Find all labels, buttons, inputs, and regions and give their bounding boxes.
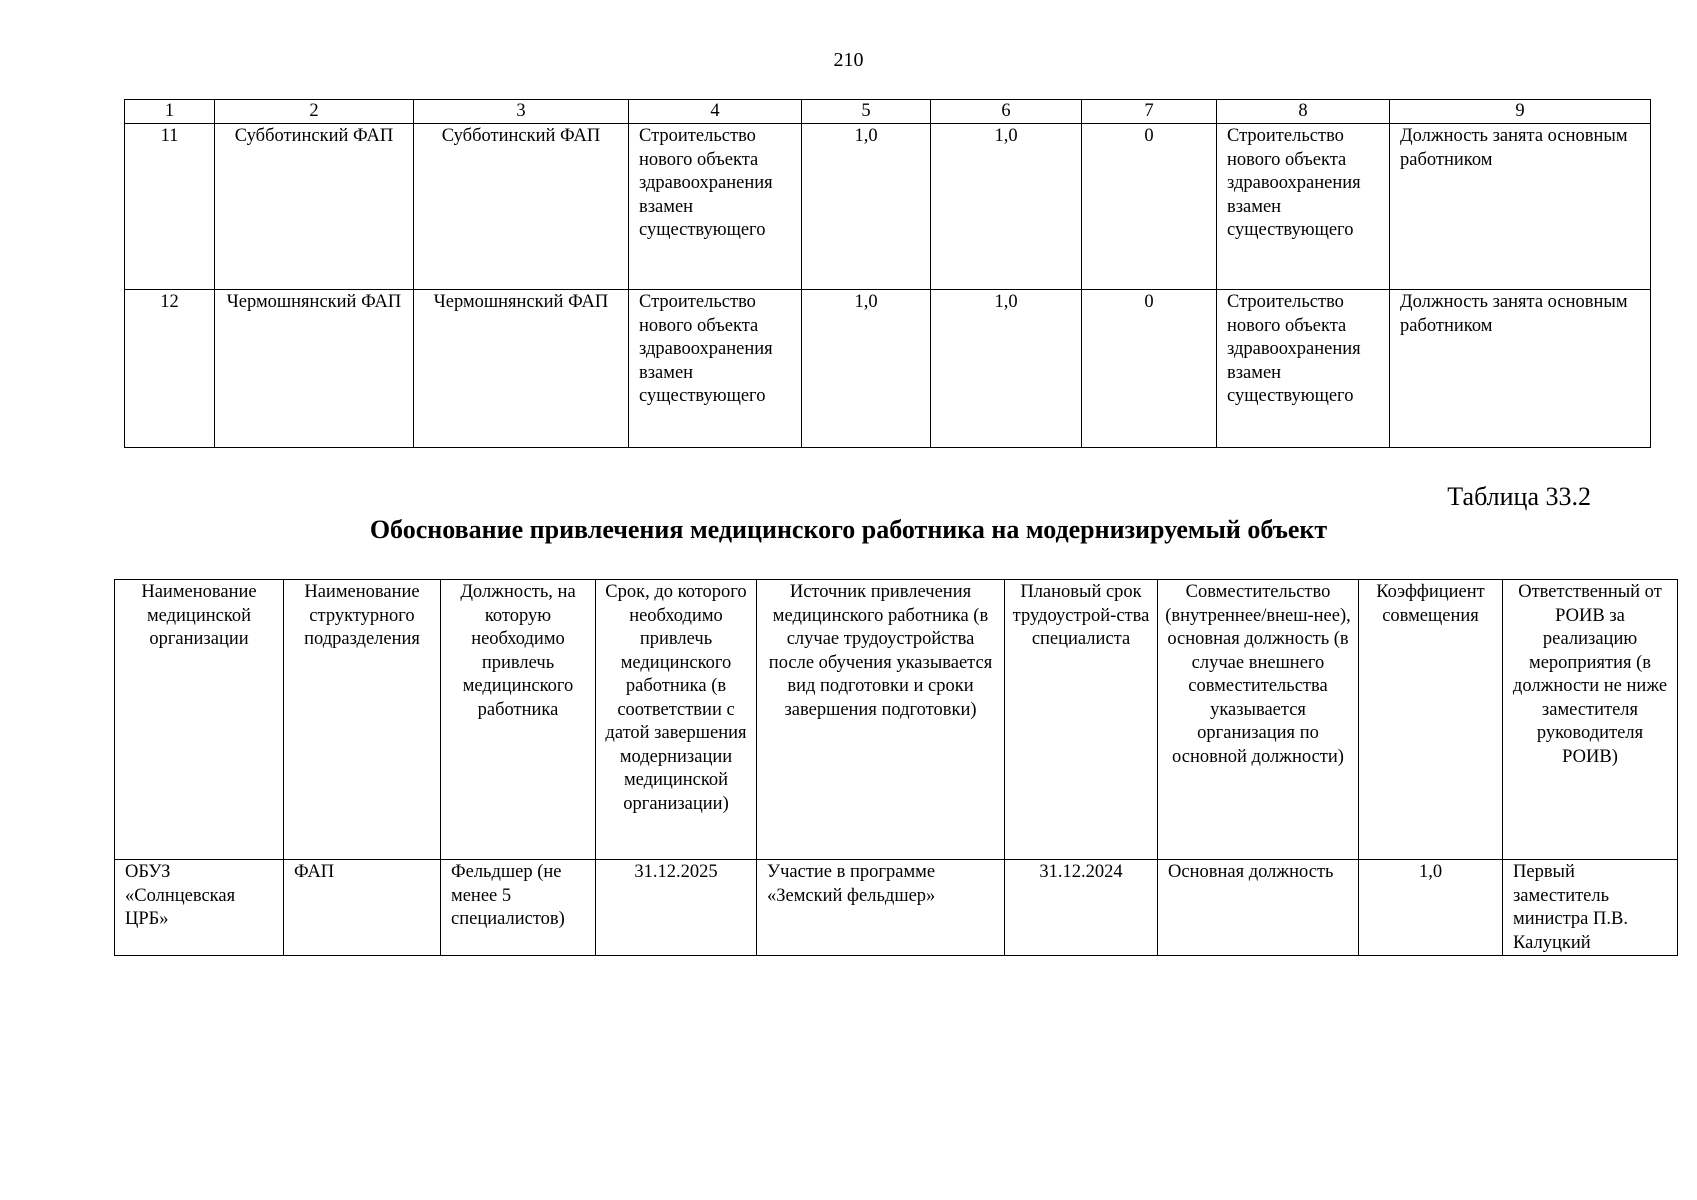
page-number: 210	[833, 49, 864, 71]
position-cell: Фельдшер (не менее 5 специалистов)	[441, 860, 596, 956]
table-row	[115, 860, 1678, 956]
action-cell: Строительство нового объекта здравоохранения взамен существующего	[1217, 290, 1390, 448]
value-cell: 1,0	[802, 290, 931, 448]
subdivision-cell: Субботинский ФАП	[414, 124, 629, 290]
responsible-cell: Первый заместитель министра П.В. Калуцкий	[1503, 860, 1678, 956]
action-cell: Строительство нового объекта здравоохранения взамен существующего	[1217, 124, 1390, 290]
header-cell: Коэффициент совмещения	[1359, 580, 1503, 860]
column-number: 9	[1390, 100, 1651, 124]
continued-table	[124, 99, 1651, 448]
column-number: 6	[931, 100, 1082, 124]
header-cell: Ответственный от РОИВ за реализацию мероприятия (в должности не ниже заместителя руководителя РОИВ)	[1503, 580, 1678, 860]
value-cell: 1,0	[931, 124, 1082, 290]
header-cell: Плановый срок трудоустрой-ства специалиста	[1005, 580, 1158, 860]
row-number-cell: 11	[125, 124, 215, 290]
action-cell: Строительство нового объекта здравоохранения взамен существующего	[629, 290, 802, 448]
table-title: Обоснование привлечения медицинского работника на модернизируемый объект	[369, 515, 1328, 544]
planned-date-cell: 31.12.2024	[1005, 860, 1158, 956]
value-cell: 1,0	[931, 290, 1082, 448]
source-cell: Участие в программе «Земский фельдшер»	[757, 860, 1005, 956]
coefficient-cell: 1,0	[1359, 860, 1503, 956]
table-row	[125, 290, 1651, 448]
action-cell: Строительство нового объекта здравоохранения взамен существующего	[629, 124, 802, 290]
header-row	[115, 580, 1678, 860]
header-cell: Совместительство (внутреннее/внеш-нее), основная должность (в случае внешнего совместительства указывается организация по основной должности)	[1158, 580, 1359, 860]
justification-table	[114, 579, 1678, 956]
note-cell: Должность занята основным работником	[1390, 290, 1651, 448]
column-number: 1	[125, 100, 215, 124]
organization-cell: Субботинский ФАП	[215, 124, 414, 290]
column-number: 5	[802, 100, 931, 124]
header-cell: Должность, на которую необходимо привлечь медицинского работника	[441, 580, 596, 860]
column-number: 3	[414, 100, 629, 124]
value-cell: 0	[1082, 124, 1217, 290]
row-number-cell: 12	[125, 290, 215, 448]
subdivision-cell: Чермошнянский ФАП	[414, 290, 629, 448]
header-cell: Наименование структурного подразделения	[284, 580, 441, 860]
combination-cell: Основная должность	[1158, 860, 1359, 956]
column-number: 7	[1082, 100, 1217, 124]
column-number: 2	[215, 100, 414, 124]
column-number-row	[125, 100, 1651, 124]
note-cell: Должность занята основным работником	[1390, 124, 1651, 290]
table-caption: Таблица 33.2	[1447, 482, 1591, 511]
header-cell: Срок, до которого необходимо привлечь медицинского работника (в соответствии с датой завершения модернизации медицинской организации)	[596, 580, 757, 860]
value-cell: 0	[1082, 290, 1217, 448]
column-number: 4	[629, 100, 802, 124]
table-row	[125, 124, 1651, 290]
organization-cell: ОБУЗ «Солнцевская ЦРБ»	[115, 860, 284, 956]
deadline-cell: 31.12.2025	[596, 860, 757, 956]
column-number: 8	[1217, 100, 1390, 124]
value-cell: 1,0	[802, 124, 931, 290]
header-cell: Источник привлечения медицинского работника (в случае трудоустройства после обучения указывается вид подготовки и сроки завершения подготовки)	[757, 580, 1005, 860]
organization-cell: Чермошнянский ФАП	[215, 290, 414, 448]
header-cell: Наименование медицинской организации	[115, 580, 284, 860]
subdivision-cell: ФАП	[284, 860, 441, 956]
